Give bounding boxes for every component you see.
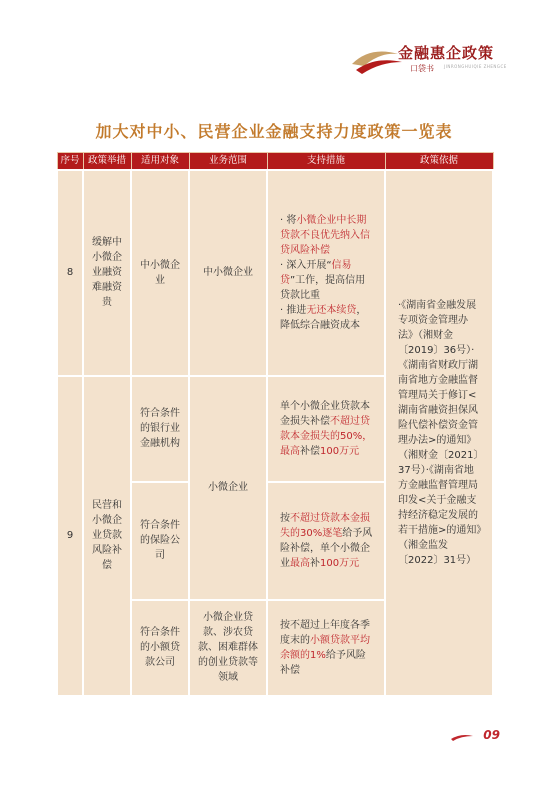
col-header-target: 适用对象	[131, 153, 189, 170]
cell-support	[267, 482, 385, 600]
policy-table	[56, 152, 494, 697]
cell-target: 符合条件的银行业金融机构	[131, 376, 189, 482]
support-highlight: 小微企业中长期贷款不良优先纳入信贷风险补偿	[280, 214, 370, 256]
support-highlight: 无还本续贷	[306, 304, 357, 316]
support-text: ”工作，提高信用贷款比重	[280, 274, 366, 301]
table-header-row	[57, 153, 493, 170]
logo-title: 金融惠企政策	[398, 44, 495, 62]
support-highlight: 最高	[290, 557, 310, 569]
support-text: 单个小微企业贷款本金损失补偿	[280, 400, 370, 427]
support-highlight: 信易贷	[280, 259, 352, 286]
cell-support	[267, 600, 385, 696]
support-highlight: 小额贷款平均余额的1%	[280, 634, 370, 661]
support-text: 按不超过上年度各季度末的	[280, 619, 370, 646]
support-highlight: 100万元	[320, 445, 360, 457]
cell-scope: 小微企业贷款、涉农贷款、困难群体的创业贷款等领域	[189, 600, 267, 696]
support-text: ，降低综合融资成本	[280, 304, 367, 331]
support-text: · 深入开展“	[280, 259, 332, 271]
col-header-measure: 政策举措	[83, 153, 131, 170]
cell-support	[267, 170, 385, 376]
cell-support	[267, 376, 385, 482]
cell-target: 符合条件的保险公司	[131, 482, 189, 600]
support-text: 按	[280, 512, 290, 524]
support-text: 给予风险补偿，单个小微企业	[280, 527, 373, 569]
logo-english: JINRONGHUIQIE ZHENGCE	[444, 64, 507, 69]
support-text: 给予风险补偿	[280, 649, 366, 676]
cell-no: 8	[57, 170, 83, 376]
policy-table-wrap	[56, 152, 492, 697]
support-text: · 将	[280, 214, 297, 226]
support-text: 补	[310, 557, 320, 569]
col-header-no: 序号	[57, 153, 83, 170]
cell-scope: 小微企业	[189, 376, 267, 600]
page-title: 加大对中小、民营企业金融支持力度政策一览表	[95, 122, 453, 141]
brand-logo	[350, 38, 510, 84]
cell-basis: ·《湖南省金融发展专项资金管理办法》（湘财金〔2019〕36号）·《湖南省财政厅湖南省地方金融监督管理局关于修订<湖南省融资担保风险代偿补偿资金管理办法>的通知》（湘财金〔2021〕37号）·《湖南省地方金融监督管理局印发<关于金融支持经济稳定发展的若干措施>的通知》（湘金监发〔2022〕31号）	[385, 170, 493, 696]
cell-target: 中小微企业	[131, 170, 189, 376]
table-row	[57, 170, 493, 376]
cell-measure: 缓解中小微企业融资难融资贵	[83, 170, 131, 376]
page-number: 09	[483, 728, 500, 742]
cell-target: 符合条件的小额贷款公司	[131, 600, 189, 696]
logo-subtitle: 口袋书	[410, 64, 434, 73]
col-header-basis: 政策依据	[385, 153, 493, 170]
cell-measure: 民营和小微企业贷款风险补偿	[83, 376, 131, 696]
support-highlight: 不超过贷款本金损失的50%，最高	[280, 415, 373, 457]
support-text: 补偿	[300, 445, 320, 457]
col-header-support: 支持措施	[267, 153, 385, 170]
support-text: · 推进	[280, 304, 307, 316]
cell-scope: 中小微企业	[189, 170, 267, 376]
col-header-scope: 业务范围	[189, 153, 267, 170]
support-highlight: 100万元	[320, 557, 360, 569]
cell-no: 9	[57, 376, 83, 696]
swoosh-icon	[451, 733, 473, 741]
support-highlight: 不超过贷款本金损失的30%逐笔	[280, 512, 370, 539]
